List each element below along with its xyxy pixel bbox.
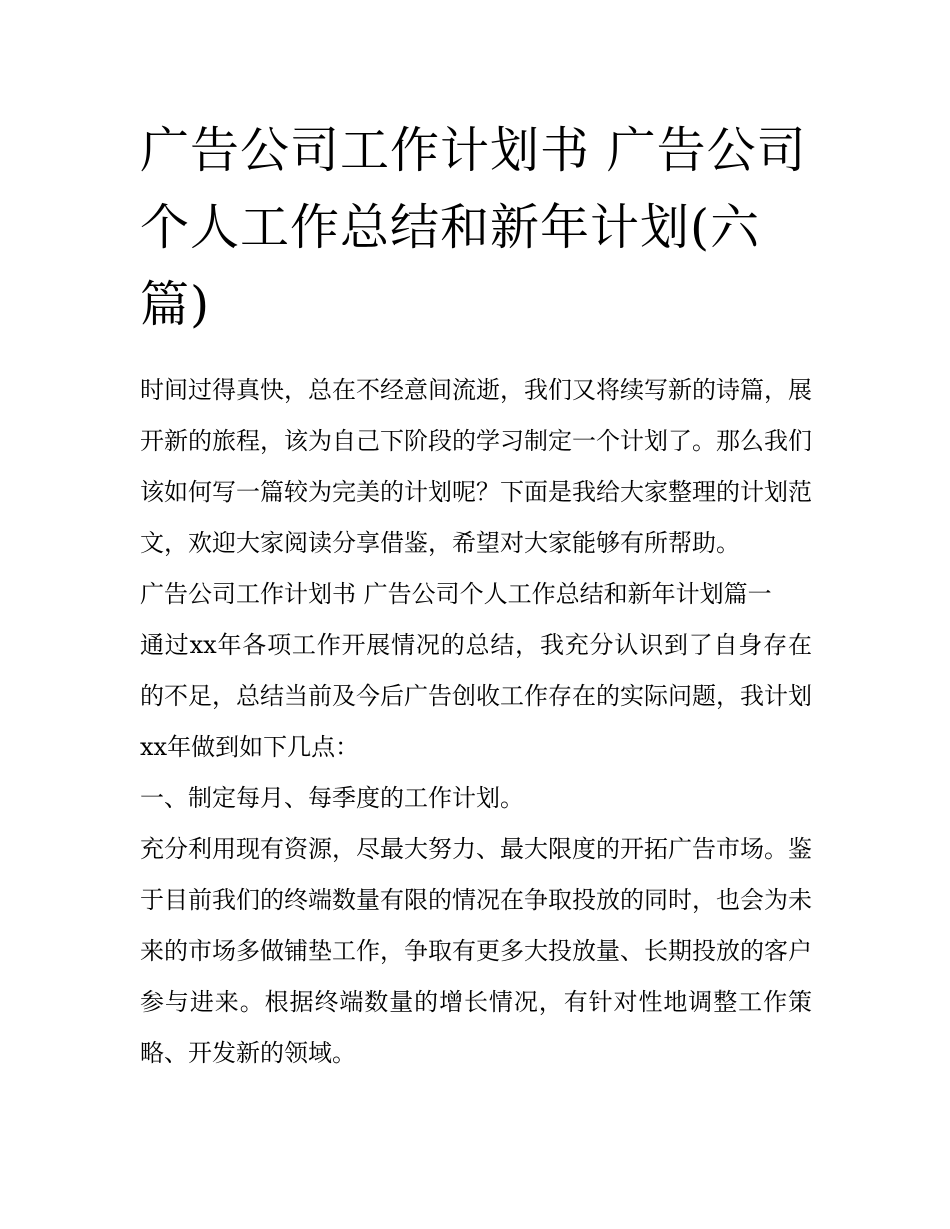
section-heading: 广告公司工作计划书 广告公司个人工作总结和新年计划篇一 [140, 580, 772, 608]
document-title: 广告公司工作计划书 广告公司个人工作总结和新年计划(六篇) [140, 122, 807, 333]
plan-item-paragraph: 充分利用现有资源，尽最大努力、最大限度的开拓广告市场。鉴于目前我们的终端数量有限的情况在争取投放的同时，也会为未来的市场多做铺垫工作，争取有更多大投放量、长期投放的客户参与进来。根据终端数量的增长情况，有针对性地调整工作策略、开发新的领域。 [140, 835, 812, 1067]
summary-paragraph: 通过xx年各项工作开展情况的总结，我充分认识到了自身存在的不足，总结当前及今后广告创收工作存在的实际问题，我计划xx年做到如下几点： [140, 631, 812, 761]
document-body [140, 112, 812, 1079]
intro-paragraph: 时间过得真快，总在不经意间流逝，我们又将续写新的诗篇，展开新的旅程，该为自己下阶段的学习制定一个计划了。那么我们该如何写一篇较为完美的计划呢？下面是我给大家整理的计划范文，欢迎大家阅读分享借鉴，希望对大家能够有所帮助。 [140, 376, 812, 557]
plan-item-heading: 一、制定每月、每季度的工作计划。 [140, 784, 524, 812]
